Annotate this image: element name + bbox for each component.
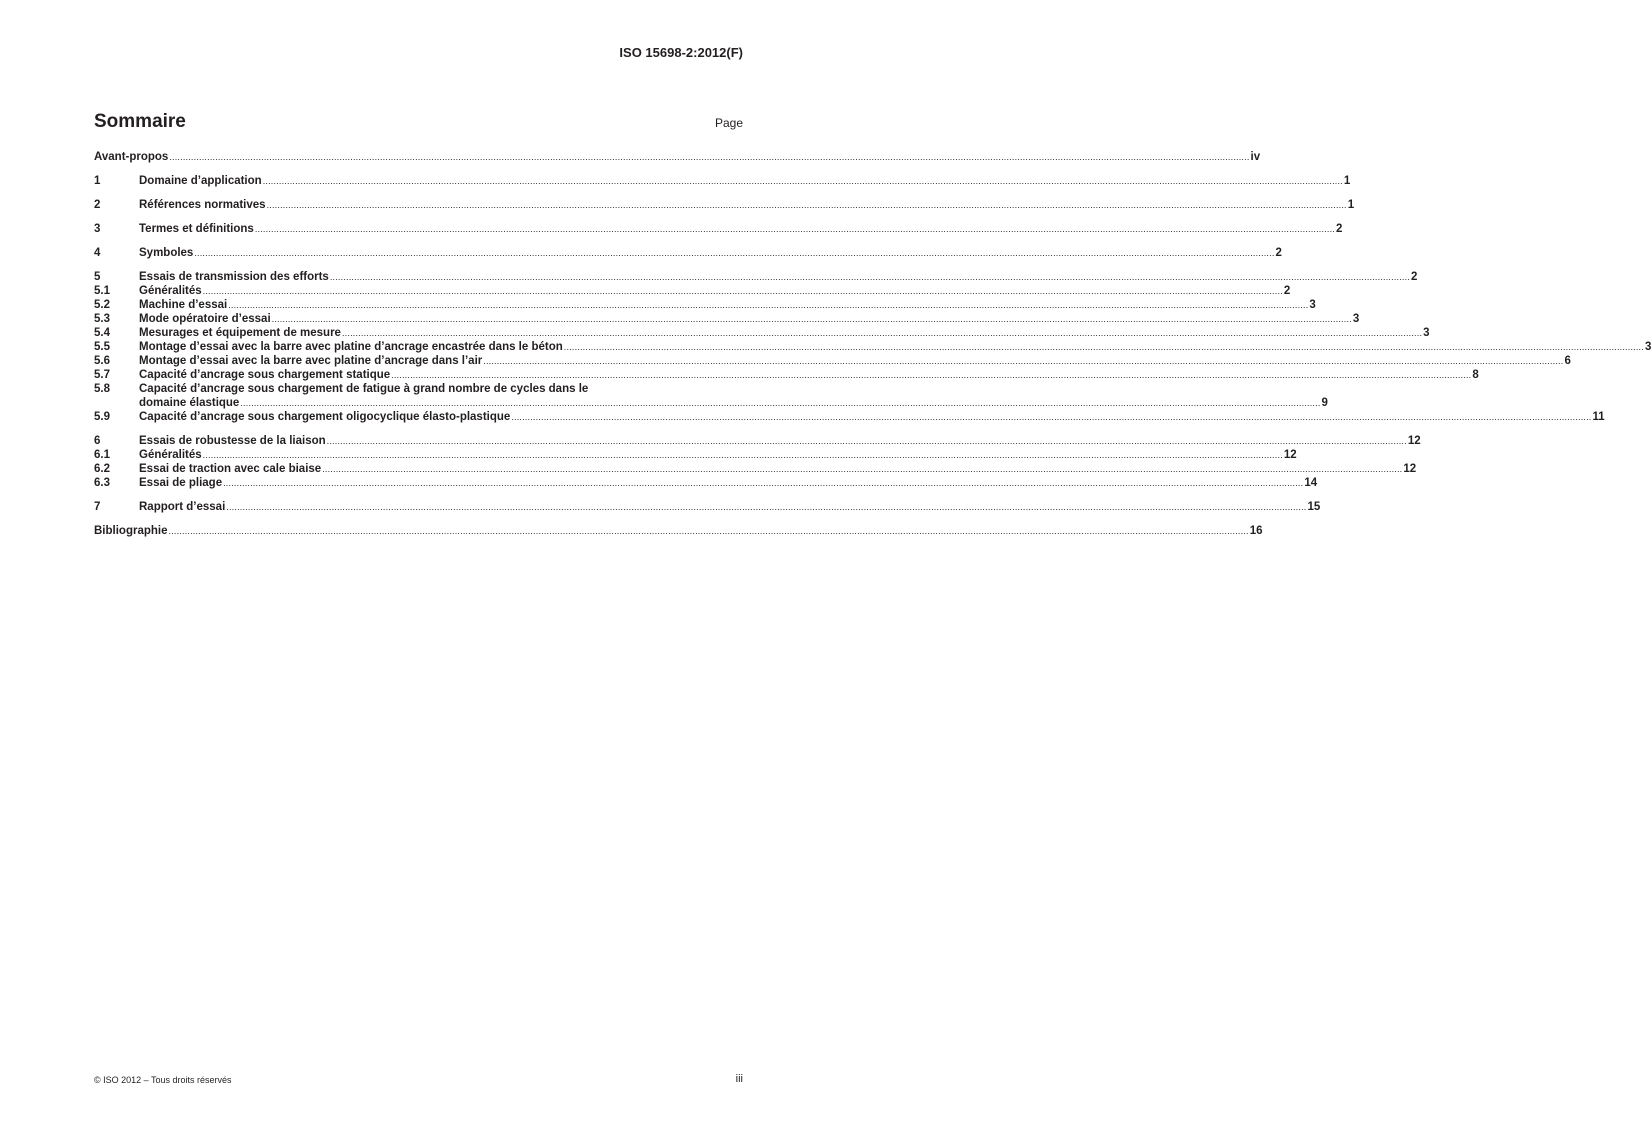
toc-leader-dots: ................................................................................................................................................................................................................................................................................................................................................................................................................ bbox=[326, 436, 1407, 446]
toc-entry-number: 5.1 bbox=[94, 285, 110, 297]
toc-entry-label: Bibliographie bbox=[94, 525, 168, 537]
toc-entry-number: 3 bbox=[94, 223, 101, 235]
toc-entry-page: 12 bbox=[1283, 449, 1297, 461]
toc-entry[interactable] bbox=[94, 434, 1421, 448]
toc-entry-page: 2 bbox=[1275, 247, 1282, 259]
toc-leader-dots: ................................................................................................................................................................................................................................................................................................................................................................................................................ bbox=[266, 200, 1347, 210]
toc-leader-dots: ................................................................................................................................................................................................................................................................................................................................................................................................................ bbox=[223, 478, 1304, 488]
toc-entry-number: 6.3 bbox=[94, 477, 110, 489]
toc-entry-page: 2 bbox=[1336, 223, 1343, 235]
toc-entry-label: Termes et définitions bbox=[139, 223, 254, 235]
toc-entry-number: 2 bbox=[94, 199, 101, 211]
toc-entry-label: Références normatives bbox=[139, 199, 266, 211]
toc-entry[interactable] bbox=[94, 284, 1291, 298]
toc-entry-number: 5.6 bbox=[94, 355, 110, 367]
toc-entry-number: 5.2 bbox=[94, 299, 110, 311]
toc-leader-dots: ................................................................................................................................................................................................................................................................................................................................................................................................................ bbox=[322, 464, 1403, 474]
toc-leader-dots: ................................................................................................................................................................................................................................................................................................................................................................................................................ bbox=[511, 412, 1592, 422]
toc-entry-page: 3 bbox=[1352, 313, 1360, 325]
toc-entry[interactable] bbox=[94, 448, 1297, 462]
toc-entry-label: Essais de transmission des efforts bbox=[139, 271, 329, 283]
toc-entry-number: 5.7 bbox=[94, 369, 110, 381]
toc-entry-label: Capacité d’ancrage sous chargement de fatigue à grand nombre de cycles dans le bbox=[139, 383, 589, 395]
toc-entry-label: Essai de traction avec cale biaise bbox=[139, 463, 322, 475]
toc-entry-number: 6.1 bbox=[94, 449, 110, 461]
toc-title: Sommaire bbox=[94, 111, 186, 132]
toc-leader-dots: ................................................................................................................................................................................................................................................................................................................................................................................................................ bbox=[228, 300, 1309, 310]
toc-entry[interactable] bbox=[94, 396, 1328, 410]
toc-entry-page: 3 bbox=[1644, 341, 1651, 353]
toc-entry-number: 1 bbox=[94, 175, 101, 187]
toc-entry-label: Montage d’essai avec la barre avec platine d’ancrage dans l’air bbox=[139, 355, 483, 367]
toc-entry-label: Généralités bbox=[139, 285, 202, 297]
toc-leader-dots: ................................................................................................................................................................................................................................................................................................................................................................................................................ bbox=[226, 502, 1307, 512]
toc-entry-label: Essai de pliage bbox=[139, 477, 223, 489]
toc-entry-page: 8 bbox=[1472, 369, 1479, 381]
toc-leader-dots: ................................................................................................................................................................................................................................................................................................................................................................................................................ bbox=[341, 328, 1423, 338]
toc-leader-dots: ................................................................................................................................................................................................................................................................................................................................................................................................................ bbox=[329, 272, 1411, 282]
toc-leader-dots: ................................................................................................................................................................................................................................................................................................................................................................................................................ bbox=[271, 314, 1352, 324]
toc-entry[interactable] bbox=[94, 368, 1479, 382]
page-column-label: Page bbox=[714, 116, 743, 130]
toc-entry-label: Essais de robustesse de la liaison bbox=[139, 435, 326, 447]
toc-entry-label: Avant-propos bbox=[94, 151, 169, 163]
page-number: iii bbox=[735, 1073, 743, 1085]
toc-entry-number: 6.2 bbox=[94, 463, 110, 475]
toc-leader-dots: ................................................................................................................................................................................................................................................................................................................................................................................................................ bbox=[254, 224, 1336, 234]
toc-leader-dots: ................................................................................................................................................................................................................................................................................................................................................................................................................ bbox=[168, 526, 1249, 536]
toc-entry-label: domaine élastique bbox=[139, 397, 240, 409]
toc-leader-dots: ................................................................................................................................................................................................................................................................................................................................................................................................................ bbox=[262, 176, 1343, 186]
toc-entry-line bbox=[94, 382, 743, 396]
toc-entry-page: 1 bbox=[1343, 175, 1351, 187]
toc-entry-label: Domaine d’application bbox=[139, 175, 262, 187]
toc-entry-page: 12 bbox=[1403, 463, 1417, 475]
toc-entry-page: 1 bbox=[1347, 199, 1355, 211]
toc-entry[interactable] bbox=[94, 462, 1417, 476]
toc-entry-page: 6 bbox=[1564, 355, 1571, 367]
toc-entry[interactable] bbox=[94, 410, 1605, 424]
toc-entry-page: iv bbox=[1250, 151, 1261, 163]
toc-entry-label: Généralités bbox=[139, 449, 202, 461]
toc-entry[interactable] bbox=[94, 524, 1263, 538]
toc-entry-number: 7 bbox=[94, 501, 101, 513]
toc-entry-page: 2 bbox=[1283, 285, 1291, 297]
toc-entry-number: 5.3 bbox=[94, 313, 110, 325]
toc-entry[interactable] bbox=[94, 476, 1318, 490]
toc-entry[interactable] bbox=[94, 270, 1418, 284]
toc-entry[interactable] bbox=[94, 500, 1321, 514]
toc-entry[interactable] bbox=[94, 298, 1316, 312]
toc-leader-dots: ................................................................................................................................................................................................................................................................................................................................................................................................................ bbox=[240, 398, 1321, 408]
toc-leader-dots: ................................................................................................................................................................................................................................................................................................................................................................................................................ bbox=[202, 286, 1283, 296]
toc-entry-label: Machine d’essai bbox=[139, 299, 228, 311]
toc-leader-dots: ................................................................................................................................................................................................................................................................................................................................................................................................................ bbox=[391, 370, 1472, 380]
toc-entry-label: Montage d’essai avec la barre avec platine d’ancrage encastrée dans le béton bbox=[139, 341, 563, 353]
copyright-notice: © ISO 2012 – Tous droits réservés bbox=[94, 1075, 232, 1085]
toc-entry-label: Symboles bbox=[139, 247, 194, 259]
toc-entry[interactable] bbox=[94, 312, 1360, 326]
toc-entry-page: 3 bbox=[1423, 327, 1430, 339]
toc-entry-number: 5.9 bbox=[94, 411, 110, 423]
toc-entry-page: 9 bbox=[1321, 397, 1328, 409]
toc-entry-label: Mesurages et équipement de mesure bbox=[139, 327, 341, 339]
toc-entry-label: Rapport d’essai bbox=[139, 501, 226, 513]
toc-leader-dots: ................................................................................................................................................................................................................................................................................................................................................................................................................ bbox=[483, 356, 1564, 366]
table-of-contents bbox=[94, 150, 1651, 538]
toc-entry-number: 5 bbox=[94, 271, 101, 283]
toc-leader-dots: ................................................................................................................................................................................................................................................................................................................................................................................................................ bbox=[563, 342, 1644, 352]
toc-entry-number: 5.8 bbox=[94, 383, 110, 395]
toc-entry[interactable] bbox=[94, 326, 1430, 340]
toc-entry[interactable] bbox=[94, 222, 1343, 236]
toc-entry-number: 5.4 bbox=[94, 327, 110, 339]
toc-entry-label: Capacité d’ancrage sous chargement oligocyclique élasto-plastique bbox=[139, 411, 511, 423]
toc-entry-page: 2 bbox=[1411, 271, 1418, 283]
toc-entry[interactable] bbox=[94, 174, 1351, 188]
toc-entry[interactable] bbox=[94, 340, 1651, 354]
toc-entry-page: 3 bbox=[1309, 299, 1316, 311]
toc-entry[interactable] bbox=[94, 150, 1261, 164]
toc-entry-page: 15 bbox=[1307, 501, 1321, 513]
toc-entry[interactable] bbox=[94, 246, 1282, 260]
toc-entry-number: 4 bbox=[94, 247, 101, 259]
toc-leader-dots: ................................................................................................................................................................................................................................................................................................................................................................................................................ bbox=[194, 248, 1275, 258]
document-code: ISO 15698-2:2012(F) bbox=[619, 45, 743, 60]
toc-entry[interactable] bbox=[94, 354, 1571, 368]
toc-entry-page: 12 bbox=[1407, 435, 1421, 447]
toc-entry-number: 5.5 bbox=[94, 341, 110, 353]
toc-entry-page: 16 bbox=[1249, 525, 1263, 537]
toc-entry-label: Mode opératoire d’essai bbox=[139, 313, 271, 325]
toc-entry-page: 11 bbox=[1592, 411, 1605, 423]
toc-entry-page: 14 bbox=[1304, 477, 1318, 489]
toc-leader-dots: ................................................................................................................................................................................................................................................................................................................................................................................................................ bbox=[202, 450, 1283, 460]
toc-entry[interactable] bbox=[94, 198, 1355, 212]
toc-entry-label: Capacité d’ancrage sous chargement statique bbox=[139, 369, 391, 381]
toc-leader-dots: ................................................................................................................................................................................................................................................................................................................................................................................................................ bbox=[169, 152, 1250, 162]
toc-entry-number: 6 bbox=[94, 435, 101, 447]
